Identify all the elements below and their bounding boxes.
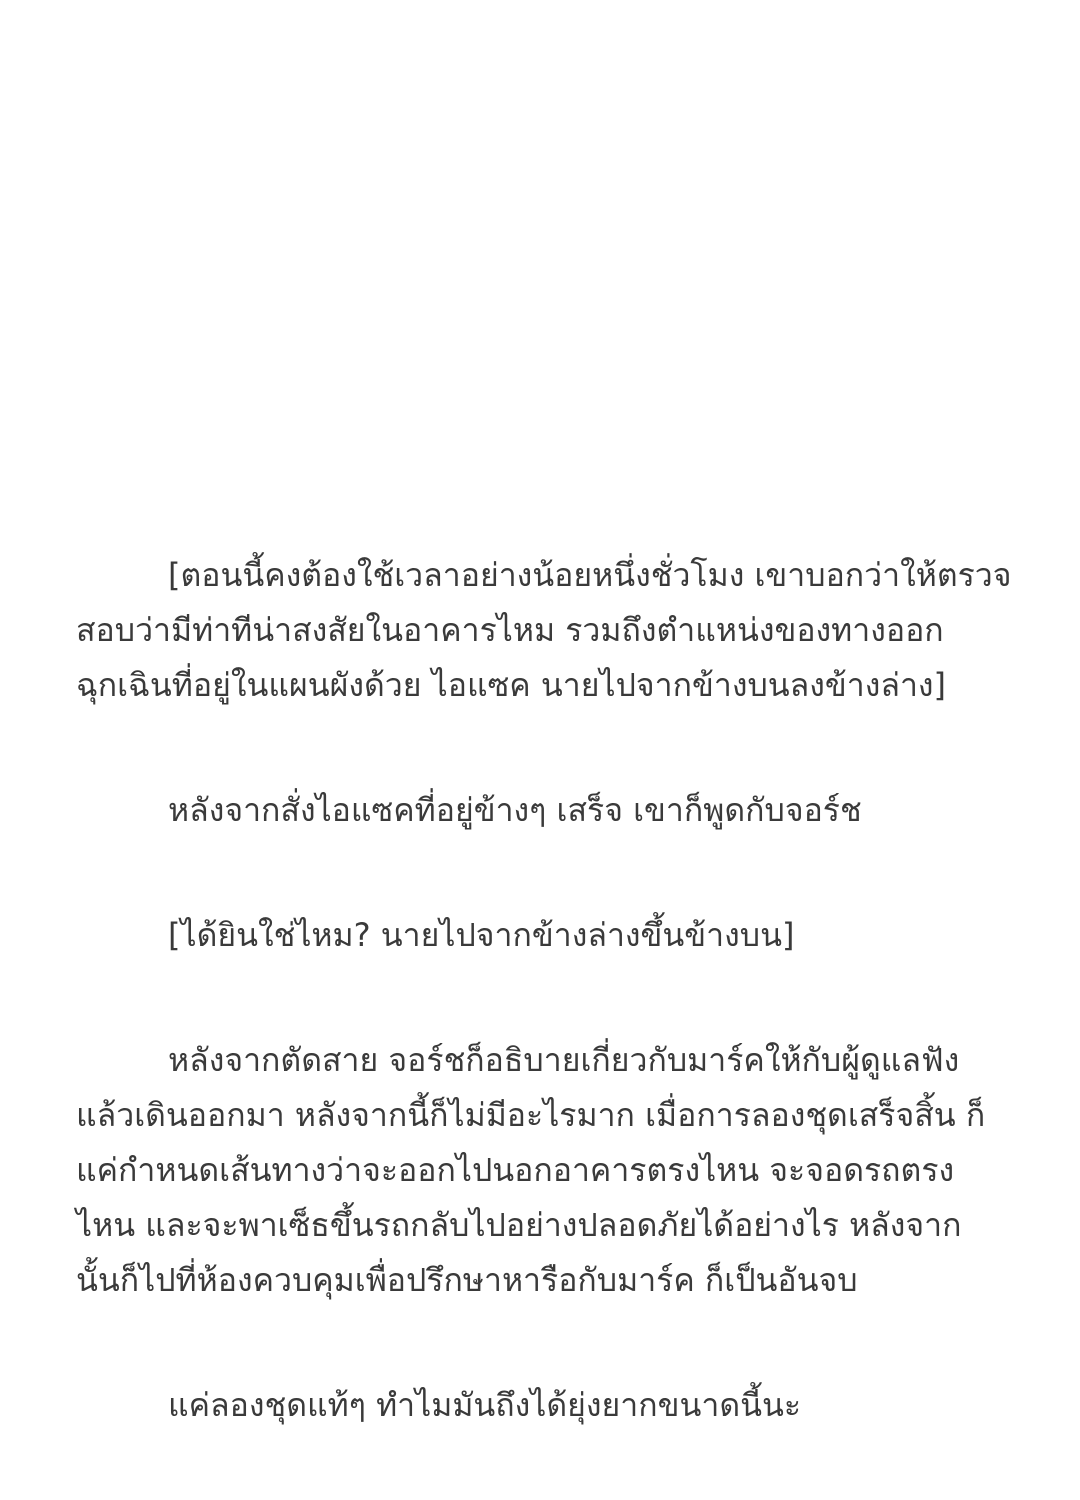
text-line: หลังจากตัดสาย จอร์ชก็อธิบายเกี่ยวกับมาร์คให้กับผู้ดูแลฟัง <box>168 1041 960 1079</box>
text-line: แล้วเดินออกมา หลังจากนี้ก็ไม่มีอะไรมาก เมื่อการลองชุดเสร็จสิ้น ก็ <box>76 1096 986 1134</box>
paragraph <box>76 548 1012 713</box>
text-line: หลังจากสั่งไอแซคที่อยู่ข้างๆ เสร็จ เขาก็พูดกับจอร์ช <box>168 791 862 829</box>
paragraph <box>76 783 1006 838</box>
body-text <box>76 548 1012 1433</box>
paragraph-gap <box>76 963 1006 1033</box>
text-line: แค่กำหนดเส้นทางว่าจะออกไปนอกอาคารตรงไหน จะจอดรถตรง <box>76 1151 955 1189</box>
paragraph <box>76 1378 1006 1433</box>
paragraph <box>76 1033 1006 1308</box>
text-line: ฉุกเฉินที่อยู่ในแผนผังด้วย ไอแซค นายไปจากข้างบนลงข้างล่าง] <box>76 666 947 704</box>
paragraph-gap <box>76 713 1006 783</box>
paragraph-gap <box>76 1308 1006 1378</box>
text-line: แค่ลองชุดแท้ๆ ทำไมมันถึงได้ยุ่งยากขนาดนี้นะ <box>168 1386 802 1424</box>
text-line: สอบว่ามีท่าทีน่าสงสัยในอาคารไหม รวมถึงตำแหน่งของทางออก <box>76 611 944 649</box>
text-line: นั้นก็ไปที่ห้องควบคุมเพื่อปรึกษาหารือกับมาร์ค ก็เป็นอันจบ <box>76 1261 858 1299</box>
text-line: [ตอนนี้คงต้องใช้เวลาอย่างน้อยหนึ่งชั่วโมง เขาบอกว่าให้ตรวจ <box>168 556 1012 594</box>
paragraph <box>76 908 1006 963</box>
text-line: [ได้ยินใช่ไหม? นายไปจากข้างล่างขึ้นข้างบน] <box>168 916 795 954</box>
text-line: ไหน และจะพาเซ็ธขึ้นรถกลับไปอย่างปลอดภัยได้อย่างไร หลังจาก <box>76 1206 962 1244</box>
paragraph-gap <box>76 838 1006 908</box>
